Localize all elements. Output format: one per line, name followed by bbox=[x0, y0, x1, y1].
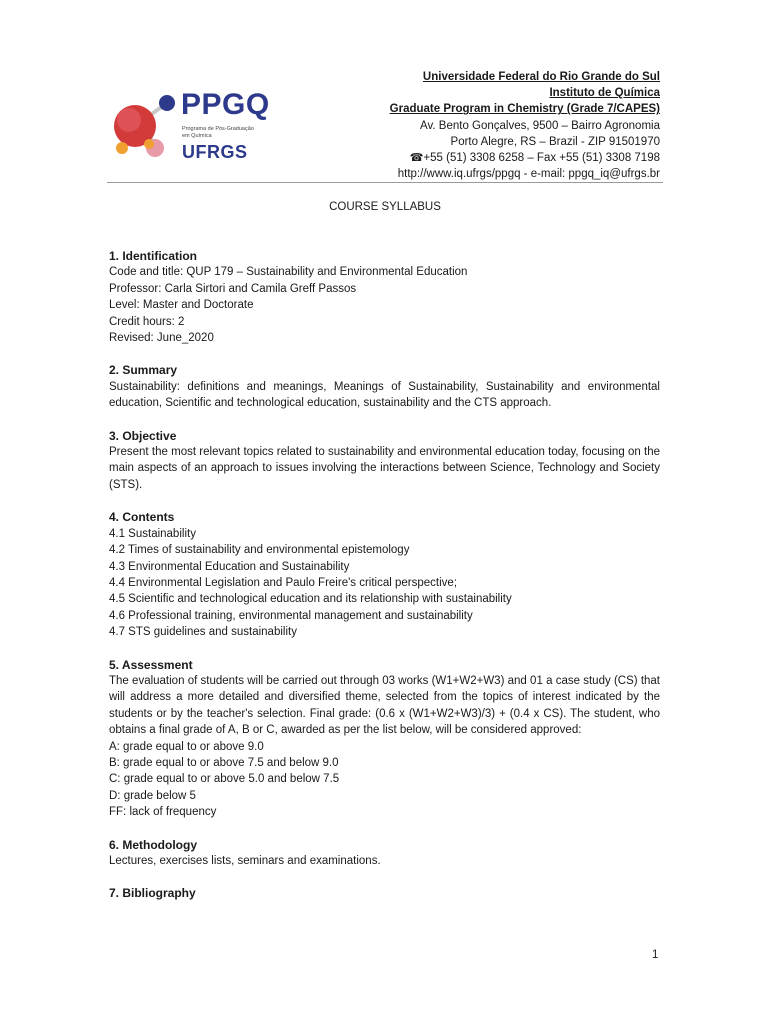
grade-item: C: grade equal to or above 5.0 and below 7.5 bbox=[109, 773, 340, 786]
grade-item: FF: lack of frequency bbox=[109, 806, 217, 819]
header-divider bbox=[107, 182, 663, 183]
contents-item: 4.3 Environmental Education and Sustainability bbox=[109, 560, 350, 573]
molecule-logo-icon bbox=[105, 86, 185, 161]
university-name: Universidade Federal do Rio Grande do Sul bbox=[422, 71, 660, 83]
section-heading: 2. Summary bbox=[109, 363, 178, 378]
section-identification bbox=[109, 248, 660, 346]
address-line-2: Porto Alegre, RS – Brazil - ZIP 91501970 bbox=[450, 135, 660, 148]
syllabus-body bbox=[109, 248, 660, 918]
contents-item: 4.4 Environmental Legislation and Paulo Freire's critical perspective; bbox=[109, 576, 458, 589]
section-assessment bbox=[109, 657, 660, 821]
contents-item: 4.1 Sustainability bbox=[109, 527, 196, 540]
program-name: Graduate Program in Chemistry (Grade 7/CAPES) bbox=[389, 103, 660, 116]
identification-line: Code and title: QUP 179 – Sustainability and Environmental Education bbox=[109, 266, 468, 279]
phone-icon: ☎ bbox=[409, 152, 424, 165]
web-email-line: http://www.iq.ufrgs/ppgq - e-mail: ppgq_iq@ufrgs.br bbox=[397, 168, 660, 181]
grade-item: A: grade equal to or above 9.0 bbox=[109, 740, 264, 753]
contents-item: 4.2 Times of sustainability and environmental epistemology bbox=[109, 544, 410, 557]
methodology-text: Lectures, exercises lists, seminars and examinations. bbox=[109, 855, 381, 867]
contents-item: 4.6 Professional training, environmental management and sustainability bbox=[109, 609, 473, 622]
section-heading: 4. Contents bbox=[109, 510, 175, 525]
section-heading: 1. Identification bbox=[109, 249, 198, 263]
section-contents bbox=[109, 509, 660, 640]
letterhead bbox=[240, 69, 660, 182]
summary-text: Sustainability: definitions and meanings, Meanings of Sustainability, Sustainability and environmental education, Scientific and technological education, sustainability and the CTS approach. bbox=[109, 380, 660, 410]
institute-name: Instituto de Química bbox=[549, 87, 660, 100]
section-objective bbox=[109, 428, 660, 494]
assessment-text: The evaluation of students will be carried out through 03 works (W1+W2+W3) and 01 a case study (CS) that will address a more detailed and diversified theme, selected from the topics of interest indicated by the students or by the teacher's selection. Final grade: (0.6 x (W1+W2+W3)/3) + (0.4 x CS). The student, who obtains a final grade of A, B or C, awarded as per the list below, will be considered approved: bbox=[109, 674, 660, 737]
logo-ufrgs-text: UFRGS bbox=[182, 142, 248, 162]
identification-line: Professor: Carla Sirtori and Camila Greff Passos bbox=[109, 282, 357, 295]
grade-item: B: grade equal to or above 7.5 and below 9.0 bbox=[109, 756, 339, 769]
section-heading: 3. Objective bbox=[109, 428, 177, 443]
section-bibliography bbox=[109, 885, 660, 901]
document-title: COURSE SYLLABUS bbox=[329, 201, 441, 213]
section-heading: 5. Assessment bbox=[109, 657, 193, 672]
address-line-1: Av. Bento Gonçalves, 9500 – Bairro Agronomia bbox=[420, 119, 660, 132]
identification-line: Revised: June_2020 bbox=[109, 332, 214, 345]
contents-item: 4.7 STS guidelines and sustainability bbox=[109, 626, 297, 639]
phone-fax: +55 (51) 3308 6258 – Fax +55 (51) 3308 7198 bbox=[423, 152, 660, 165]
section-heading: 6. Methodology bbox=[109, 837, 197, 852]
phone-line bbox=[240, 150, 660, 166]
page-number: 1 bbox=[652, 949, 659, 961]
objective-text: Present the most relevant topics related to sustainability and environmental education today, focusing on the main aspects of an approach to issues involving the interactions between Science, Technology and Society (STS). bbox=[109, 446, 660, 491]
identification-line: Credit hours: 2 bbox=[109, 315, 185, 328]
section-methodology bbox=[109, 837, 660, 870]
contents-item: 4.5 Scientific and technological education and its relationship with sustainability bbox=[109, 593, 512, 606]
grade-item: D: grade below 5 bbox=[109, 789, 196, 802]
section-summary bbox=[109, 362, 660, 411]
logo-ppgq-text: PPGQ bbox=[181, 88, 270, 121]
identification-line: Level: Master and Doctorate bbox=[109, 299, 254, 312]
section-heading: 7. Bibliography bbox=[109, 886, 196, 901]
logo-subtitle: Programa de Pós-Graduação em Química bbox=[182, 126, 254, 139]
